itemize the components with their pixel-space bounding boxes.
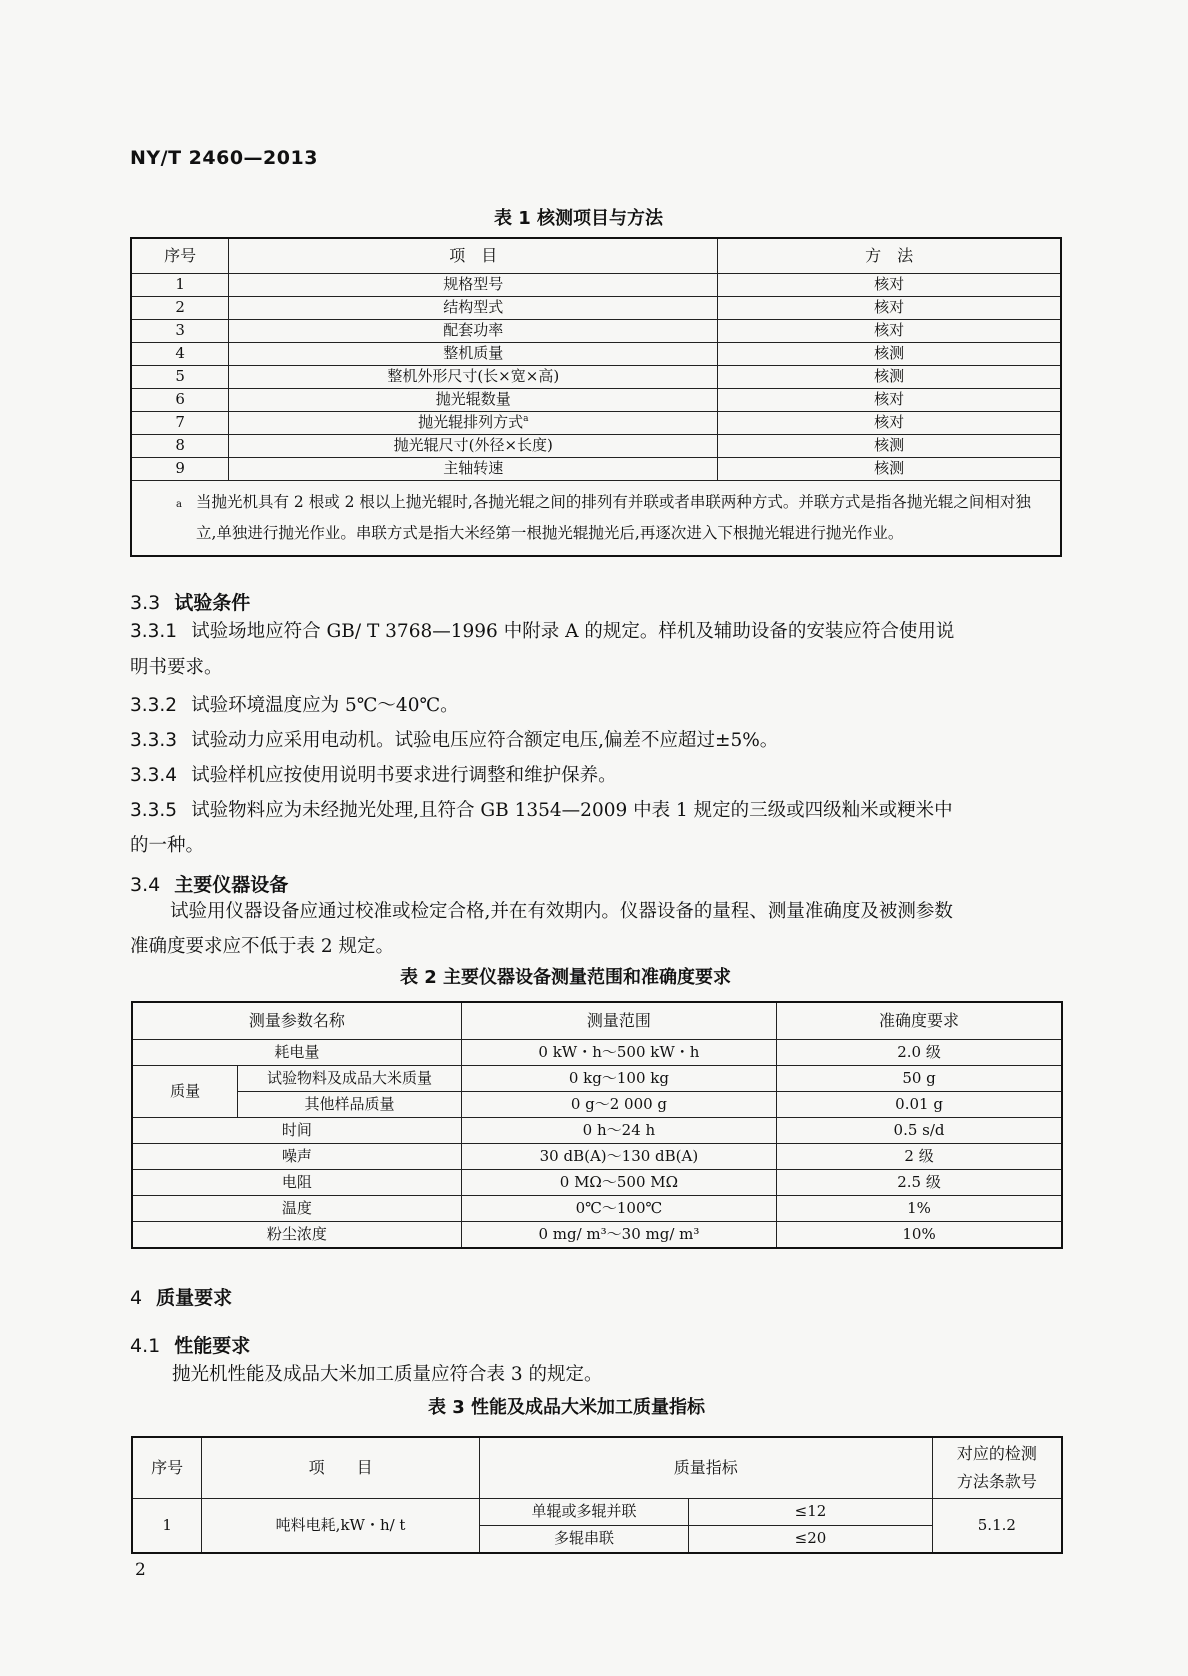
standard-code: NY/T 2460—2013 — [130, 147, 318, 169]
header-cell: 序号 — [132, 1437, 202, 1499]
table-row — [132, 1196, 1062, 1222]
paragraph: 抛光机性能及成品大米加工质量应符合表 3 的规定。 — [172, 1364, 603, 1385]
table3 — [131, 1436, 1063, 1554]
header-cell: 质量指标 — [479, 1437, 932, 1499]
header-cell: 测量范围 — [461, 1002, 776, 1040]
cell-item: 抛光辊数量 — [229, 389, 718, 412]
table2 — [131, 1001, 1063, 1249]
table-row — [131, 320, 1061, 343]
clause-continuation: 的一种。 — [130, 835, 205, 856]
table-row — [131, 412, 1061, 435]
cell-sub-value: ≤12 — [689, 1499, 932, 1526]
clause-continuation: 明书要求。 — [130, 657, 223, 678]
header-cell: 项 目 — [202, 1437, 479, 1499]
cell-item: 吨料电耗,kW・h/ t — [202, 1499, 479, 1554]
table-row — [132, 1170, 1062, 1196]
table3-caption: 表 3 性能及成品大米加工质量指标 — [428, 1397, 706, 1418]
cell-item: 结构型式 — [229, 297, 718, 320]
cell-no: 6 — [131, 389, 229, 412]
clause-3-3-5 — [130, 793, 953, 829]
cell-param: 温度 — [132, 1196, 461, 1222]
cell-item: 规格型号 — [229, 274, 718, 297]
table-row — [131, 435, 1061, 458]
section-3-4-heading — [130, 870, 288, 897]
cell-method: 核对 — [718, 297, 1061, 320]
table-header-row — [132, 1437, 1062, 1499]
cell-item: 主轴转速 — [229, 458, 718, 481]
table-row — [132, 1092, 1062, 1118]
cell-param: 时间 — [132, 1118, 461, 1144]
section-4-heading — [130, 1283, 232, 1310]
cell-method: 核测 — [718, 343, 1061, 366]
section-number: 4.1 — [130, 1335, 161, 1357]
table-row — [132, 1040, 1062, 1066]
section-title: 试验条件 — [174, 592, 251, 614]
clause-text: 试验动力应采用电动机。试验电压应符合额定电压,偏差不应超过±5%。 — [191, 730, 779, 751]
paragraph: 试验用仪器设备应通过校准或检定合格,并在有效期内。仪器设备的量程、测量准确度及被测参数 — [170, 901, 953, 922]
cell-method: 核测 — [718, 366, 1061, 389]
section-title: 主要仪器设备 — [174, 874, 289, 896]
section-number: 4 — [130, 1287, 143, 1309]
cell-param: 试验物料及成品大米质量 — [238, 1066, 461, 1092]
table-row — [131, 274, 1061, 297]
cell-item: 抛光辊尺寸(外径×长度) — [229, 435, 718, 458]
cell-param: 其他样品质量 — [238, 1092, 461, 1118]
section-number: 3.3 — [130, 592, 161, 614]
table-note-row — [131, 481, 1061, 557]
cell-range: 0 mg/ m³～30 mg/ m³ — [461, 1222, 776, 1249]
header-cell: 测量参数名称 — [132, 1002, 461, 1040]
cell-no: 5 — [131, 366, 229, 389]
clause-number: 3.3.5 — [130, 800, 178, 821]
clause-3-3-4 — [130, 758, 617, 794]
cell-accuracy: 10% — [777, 1222, 1062, 1249]
table-row — [131, 297, 1061, 320]
cell-param: 粉尘浓度 — [132, 1222, 461, 1249]
cell-item: 整机质量 — [229, 343, 718, 366]
cell-param: 噪声 — [132, 1144, 461, 1170]
header-cell: 序号 — [131, 238, 229, 274]
cell-sub-value: ≤20 — [689, 1526, 932, 1554]
cell-range: 0 kW・h～500 kW・h — [461, 1040, 776, 1066]
table1-caption: 表 1 核测项目与方法 — [494, 208, 664, 229]
cell-sub-label: 多辊串联 — [479, 1526, 688, 1554]
table-row — [131, 343, 1061, 366]
header-cell: 项 目 — [229, 238, 718, 274]
cell-item-text: 抛光辊排列方式 — [418, 413, 524, 432]
table-row — [131, 458, 1061, 481]
header-cell — [932, 1437, 1062, 1499]
table2-caption: 表 2 主要仪器设备测量范围和准确度要求 — [400, 967, 732, 988]
clause-text: 试验样机应按使用说明书要求进行调整和维护保养。 — [191, 765, 617, 786]
footnote-mark: a — [176, 499, 182, 510]
cell-no: 2 — [131, 297, 229, 320]
header-cell: 准确度要求 — [777, 1002, 1062, 1040]
clause-number: 3.3.2 — [130, 695, 178, 716]
clause-3-3-3 — [130, 723, 778, 759]
section-3-3-heading — [130, 588, 250, 615]
cell-param: 耗电量 — [132, 1040, 461, 1066]
cell-param: 电阻 — [132, 1170, 461, 1196]
cell-no: 7 — [131, 412, 229, 435]
table-row — [132, 1066, 1062, 1092]
clause-text: 试验场地应符合 GB/ T 3768—1996 中附录 A 的规定。样机及辅助设备的安装应符合使用说 — [191, 621, 955, 642]
cell-range: 30 dB(A)～130 dB(A) — [461, 1144, 776, 1170]
table1 — [130, 237, 1062, 557]
table-row — [132, 1222, 1062, 1249]
table-header-row — [131, 238, 1061, 274]
clause-text: 试验物料应为未经抛光处理,且符合 GB 1354—2009 中表 1 规定的三级或四级籼米或粳米中 — [191, 800, 953, 821]
cell-accuracy: 2.0 级 — [777, 1040, 1062, 1066]
cell-no: 4 — [131, 343, 229, 366]
cell-method: 核对 — [718, 320, 1061, 343]
cell-method: 核对 — [718, 274, 1061, 297]
table-row — [132, 1118, 1062, 1144]
cell-range: 0 g～2 000 g — [461, 1092, 776, 1118]
section-title: 性能要求 — [174, 1335, 251, 1357]
cell-method: 核对 — [718, 412, 1061, 435]
cell-sub-label: 单辊或多辊并联 — [479, 1499, 688, 1526]
page-number: 2 — [135, 1560, 146, 1580]
table-row — [132, 1144, 1062, 1170]
clause-number: 3.3.3 — [130, 730, 178, 751]
cell-group: 质量 — [132, 1066, 238, 1118]
clause-number: 3.3.1 — [130, 621, 178, 642]
cell-accuracy: 50 g — [777, 1066, 1062, 1092]
cell-accuracy: 0.01 g — [777, 1092, 1062, 1118]
cell-method: 核测 — [718, 435, 1061, 458]
cell-accuracy: 2.5 级 — [777, 1170, 1062, 1196]
table-row — [131, 366, 1061, 389]
section-4-1-heading — [130, 1331, 250, 1358]
cell-range: 0 kg～100 kg — [461, 1066, 776, 1092]
header-cell: 方 法 — [718, 238, 1061, 274]
clause-text: 试验环境温度应为 5℃～40℃。 — [191, 695, 459, 716]
cell-no: 3 — [131, 320, 229, 343]
cell-range: 0℃～100℃ — [461, 1196, 776, 1222]
header-line: 对应的检测 — [956, 1444, 1037, 1463]
clause-number: 3.3.4 — [130, 765, 178, 786]
cell-no: 8 — [131, 435, 229, 458]
cell-range: 0 h～24 h — [461, 1118, 776, 1144]
clause-3-3-1 — [130, 614, 954, 650]
table-row — [132, 1499, 1062, 1526]
section-number: 3.4 — [130, 874, 161, 896]
footnote-ref: a — [523, 414, 529, 425]
cell-no: 9 — [131, 458, 229, 481]
cell-method: 核对 — [718, 389, 1061, 412]
cell-accuracy: 1% — [777, 1196, 1062, 1222]
cell-no: 1 — [131, 274, 229, 297]
cell-method: 核测 — [718, 458, 1061, 481]
cell-method-clause: 5.1.2 — [932, 1499, 1062, 1554]
paragraph: 准确度要求应不低于表 2 规定。 — [130, 936, 395, 957]
section-title: 质量要求 — [156, 1287, 233, 1309]
table-row — [131, 389, 1061, 412]
table-header-row — [132, 1002, 1062, 1040]
footnote-text: 当抛光机具有 2 根或 2 根以上抛光辊时,各抛光辊之间的排列有并联或者串联两种方式。并联方式是指各抛光辊之间相对独立,单独进行抛光作业。串联方式是指大米经第一根抛光辊抛光后,再逐次进入下根抛光辊进行抛光作业。 — [196, 493, 1031, 542]
cell-item — [229, 412, 718, 435]
cell-accuracy: 2 级 — [777, 1144, 1062, 1170]
clause-3-3-2 — [130, 688, 459, 724]
cell-item: 配套功率 — [229, 320, 718, 343]
cell-accuracy: 0.5 s/d — [777, 1118, 1062, 1144]
table1-footnote — [131, 481, 1061, 557]
cell-range: 0 MΩ～500 MΩ — [461, 1170, 776, 1196]
cell-no: 1 — [132, 1499, 202, 1554]
cell-item: 整机外形尺寸(长×宽×高) — [229, 366, 718, 389]
header-line: 方法条款号 — [956, 1472, 1037, 1491]
